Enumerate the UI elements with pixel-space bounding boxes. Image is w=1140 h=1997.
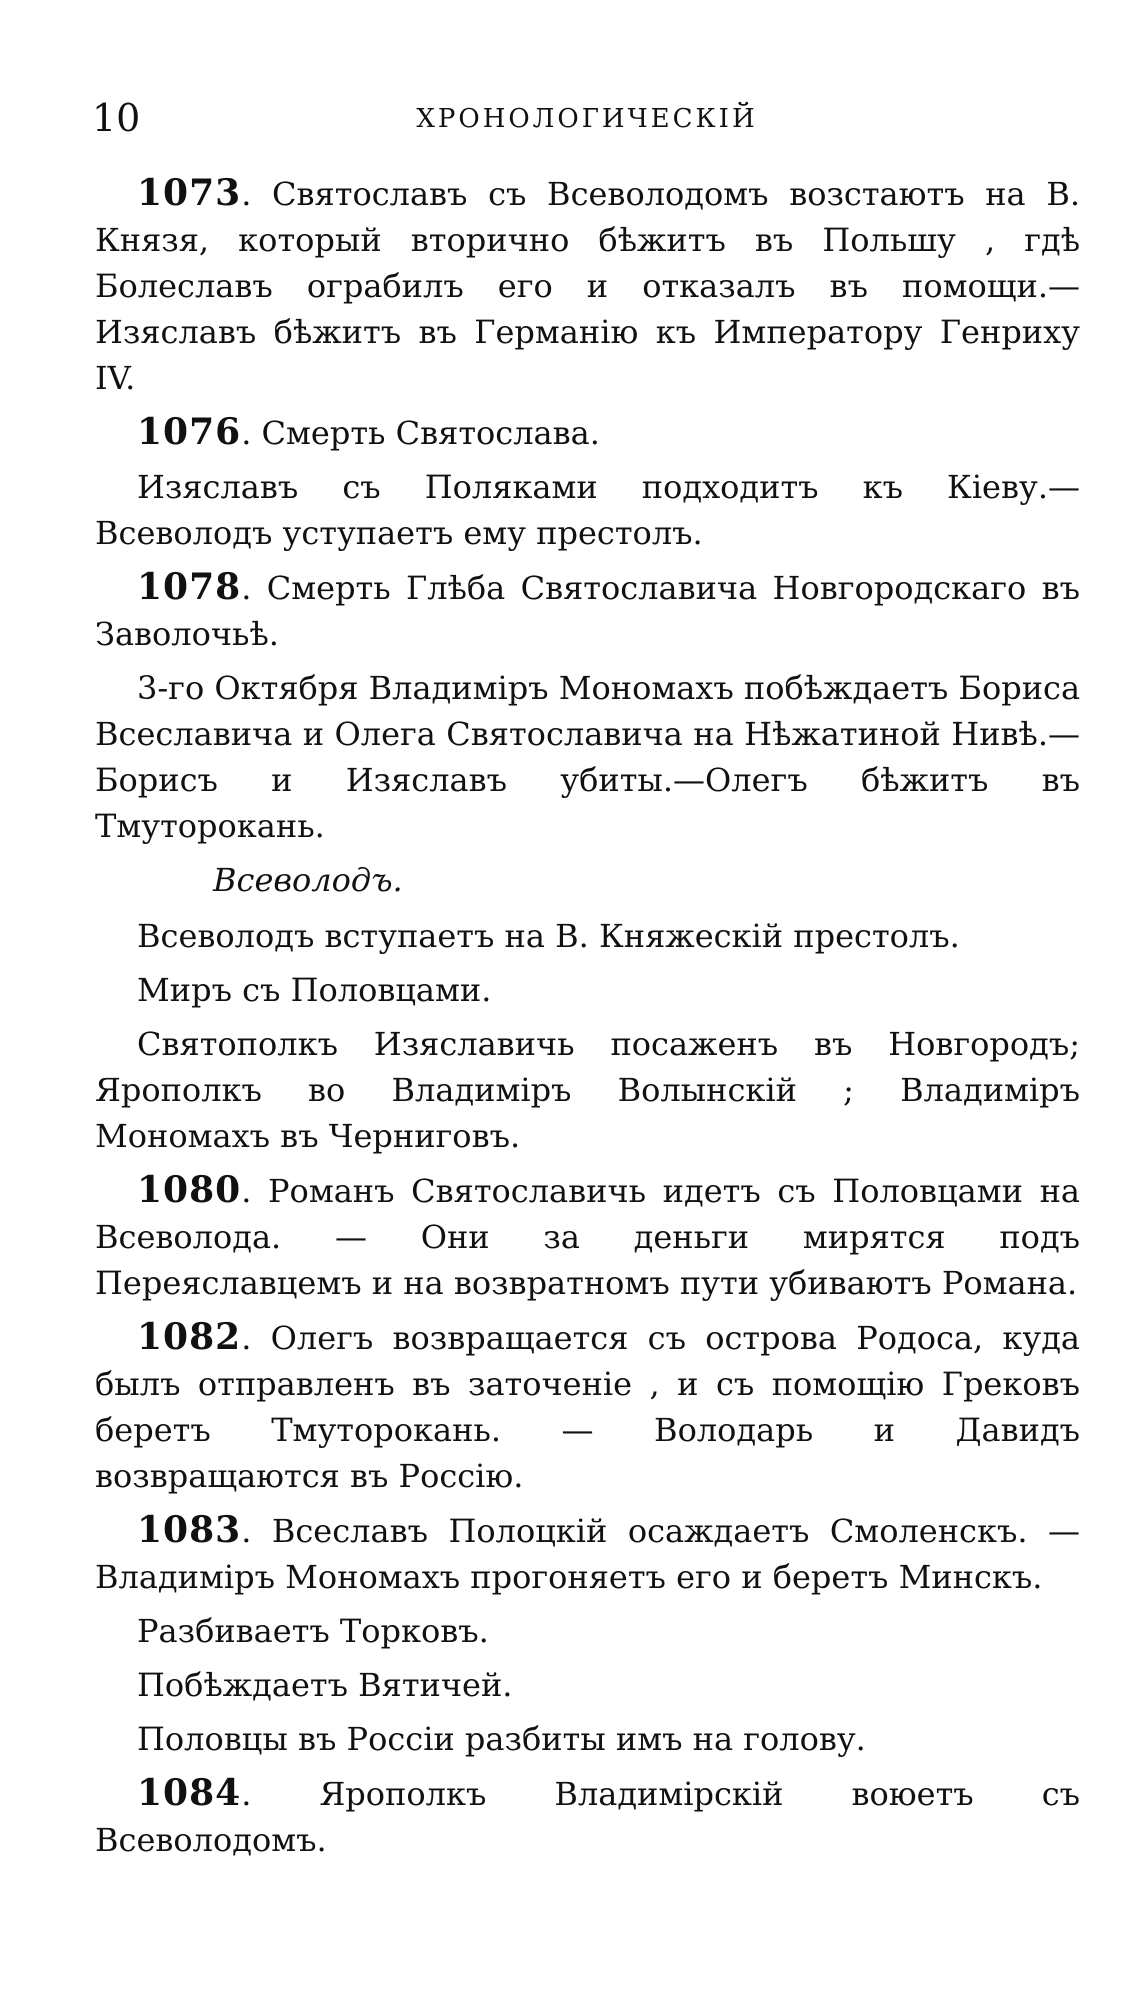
- entry-text: . Смерть Святослава.: [241, 414, 600, 452]
- entry-1082: [95, 1314, 1080, 1499]
- year-label: 1084: [137, 1772, 242, 1814]
- year-label: 1076: [137, 411, 242, 453]
- entry-text: . Святославъ съ Всеволодомъ возстаютъ на В. Князя, который вторично бѣжитъ въ Польшу , гдѣ Болеславъ ограбилъ его и отказалъ въ помощи.—Изяславъ бѣжитъ въ Германію къ Императору Генриху IV.: [95, 175, 1080, 397]
- entry-text: . Ярополкъ Владимірскій воюетъ съ Всеволодомъ.: [95, 1775, 1080, 1859]
- year-label: 1078: [137, 566, 242, 608]
- entry-paragraph: [95, 464, 1080, 556]
- entry-text: 3-го Октября Владиміръ Мономахъ побѣждаетъ Бориса Всеславича и Олега Святославича на Нѣжатиной Нивѣ.—Борисъ и Изяславъ убиты.—Олегъ бѣжитъ въ Тмуторокань.: [95, 669, 1081, 845]
- entry-text: Половцы въ Россіи разбиты имъ на голову.: [137, 1720, 866, 1758]
- year-label: 1082: [137, 1316, 242, 1358]
- page-number: 10: [92, 96, 141, 140]
- entry-paragraph: [95, 967, 1080, 1013]
- entry-text: Всеволодъ вступаетъ на В. Княжескій престолъ.: [137, 917, 960, 955]
- page-body: [95, 170, 1080, 1871]
- entry-paragraph: [95, 913, 1080, 959]
- year-label: 1080: [137, 1169, 242, 1211]
- entry-text: Изяславъ съ Поляками подходитъ къ Кіеву.— Всеволодъ уступаетъ ему престолъ.: [95, 468, 1080, 552]
- entry-text: Миръ съ Половцами.: [137, 971, 492, 1009]
- page-header: [92, 96, 1082, 146]
- section-title: Всеволодъ.: [213, 861, 403, 899]
- entry-text: Разбиваетъ Торковъ.: [137, 1612, 489, 1650]
- entry-1076: [95, 409, 1080, 456]
- entry-paragraph: [95, 1608, 1080, 1654]
- entry-text: Святополкъ Изяславичь посаженъ въ Новгородъ; Ярополкъ во Владиміръ Волынскій ; Владиміръ Мономахъ въ Черниговъ.: [95, 1025, 1080, 1155]
- year-label: 1073: [137, 172, 242, 214]
- running-title: ХРОНОЛОГИЧЕСКІЙ: [416, 104, 758, 134]
- entry-text: . Всеславъ Полоцкій осаждаетъ Смоленскъ. — Владиміръ Мономахъ прогоняетъ его и беретъ Минскъ.: [95, 1512, 1080, 1596]
- entry-paragraph: [95, 1716, 1080, 1762]
- entry-1080: [95, 1167, 1080, 1306]
- entry-1084: [95, 1770, 1080, 1863]
- entry-1078: [95, 564, 1080, 657]
- entry-paragraph: [95, 1021, 1080, 1159]
- entry-text: . Смерть Глѣба Святославича Новгородскаго въ Заволочьѣ.: [95, 569, 1080, 653]
- entry-paragraph: [95, 665, 1080, 849]
- year-label: 1083: [137, 1509, 242, 1551]
- entry-1083: [95, 1507, 1080, 1600]
- entry-paragraph: [95, 1662, 1080, 1708]
- entry-text: Побѣждаетъ Вятичей.: [137, 1666, 513, 1704]
- entry-text: . Романъ Святославичь идетъ съ Половцами на Всеволода. — Они за деньги мирятся подъ Переяславцемъ и на возвратномъ пути убиваютъ Романа.: [95, 1172, 1080, 1302]
- entry-text: . Олегъ возвращается съ острова Родоса, куда былъ отправленъ въ заточеніе , и съ помощію Грековъ беретъ Тмуторокань. — Володарь и Давидъ возвращаются въ Россію.: [95, 1319, 1080, 1495]
- entry-1073: [95, 170, 1080, 401]
